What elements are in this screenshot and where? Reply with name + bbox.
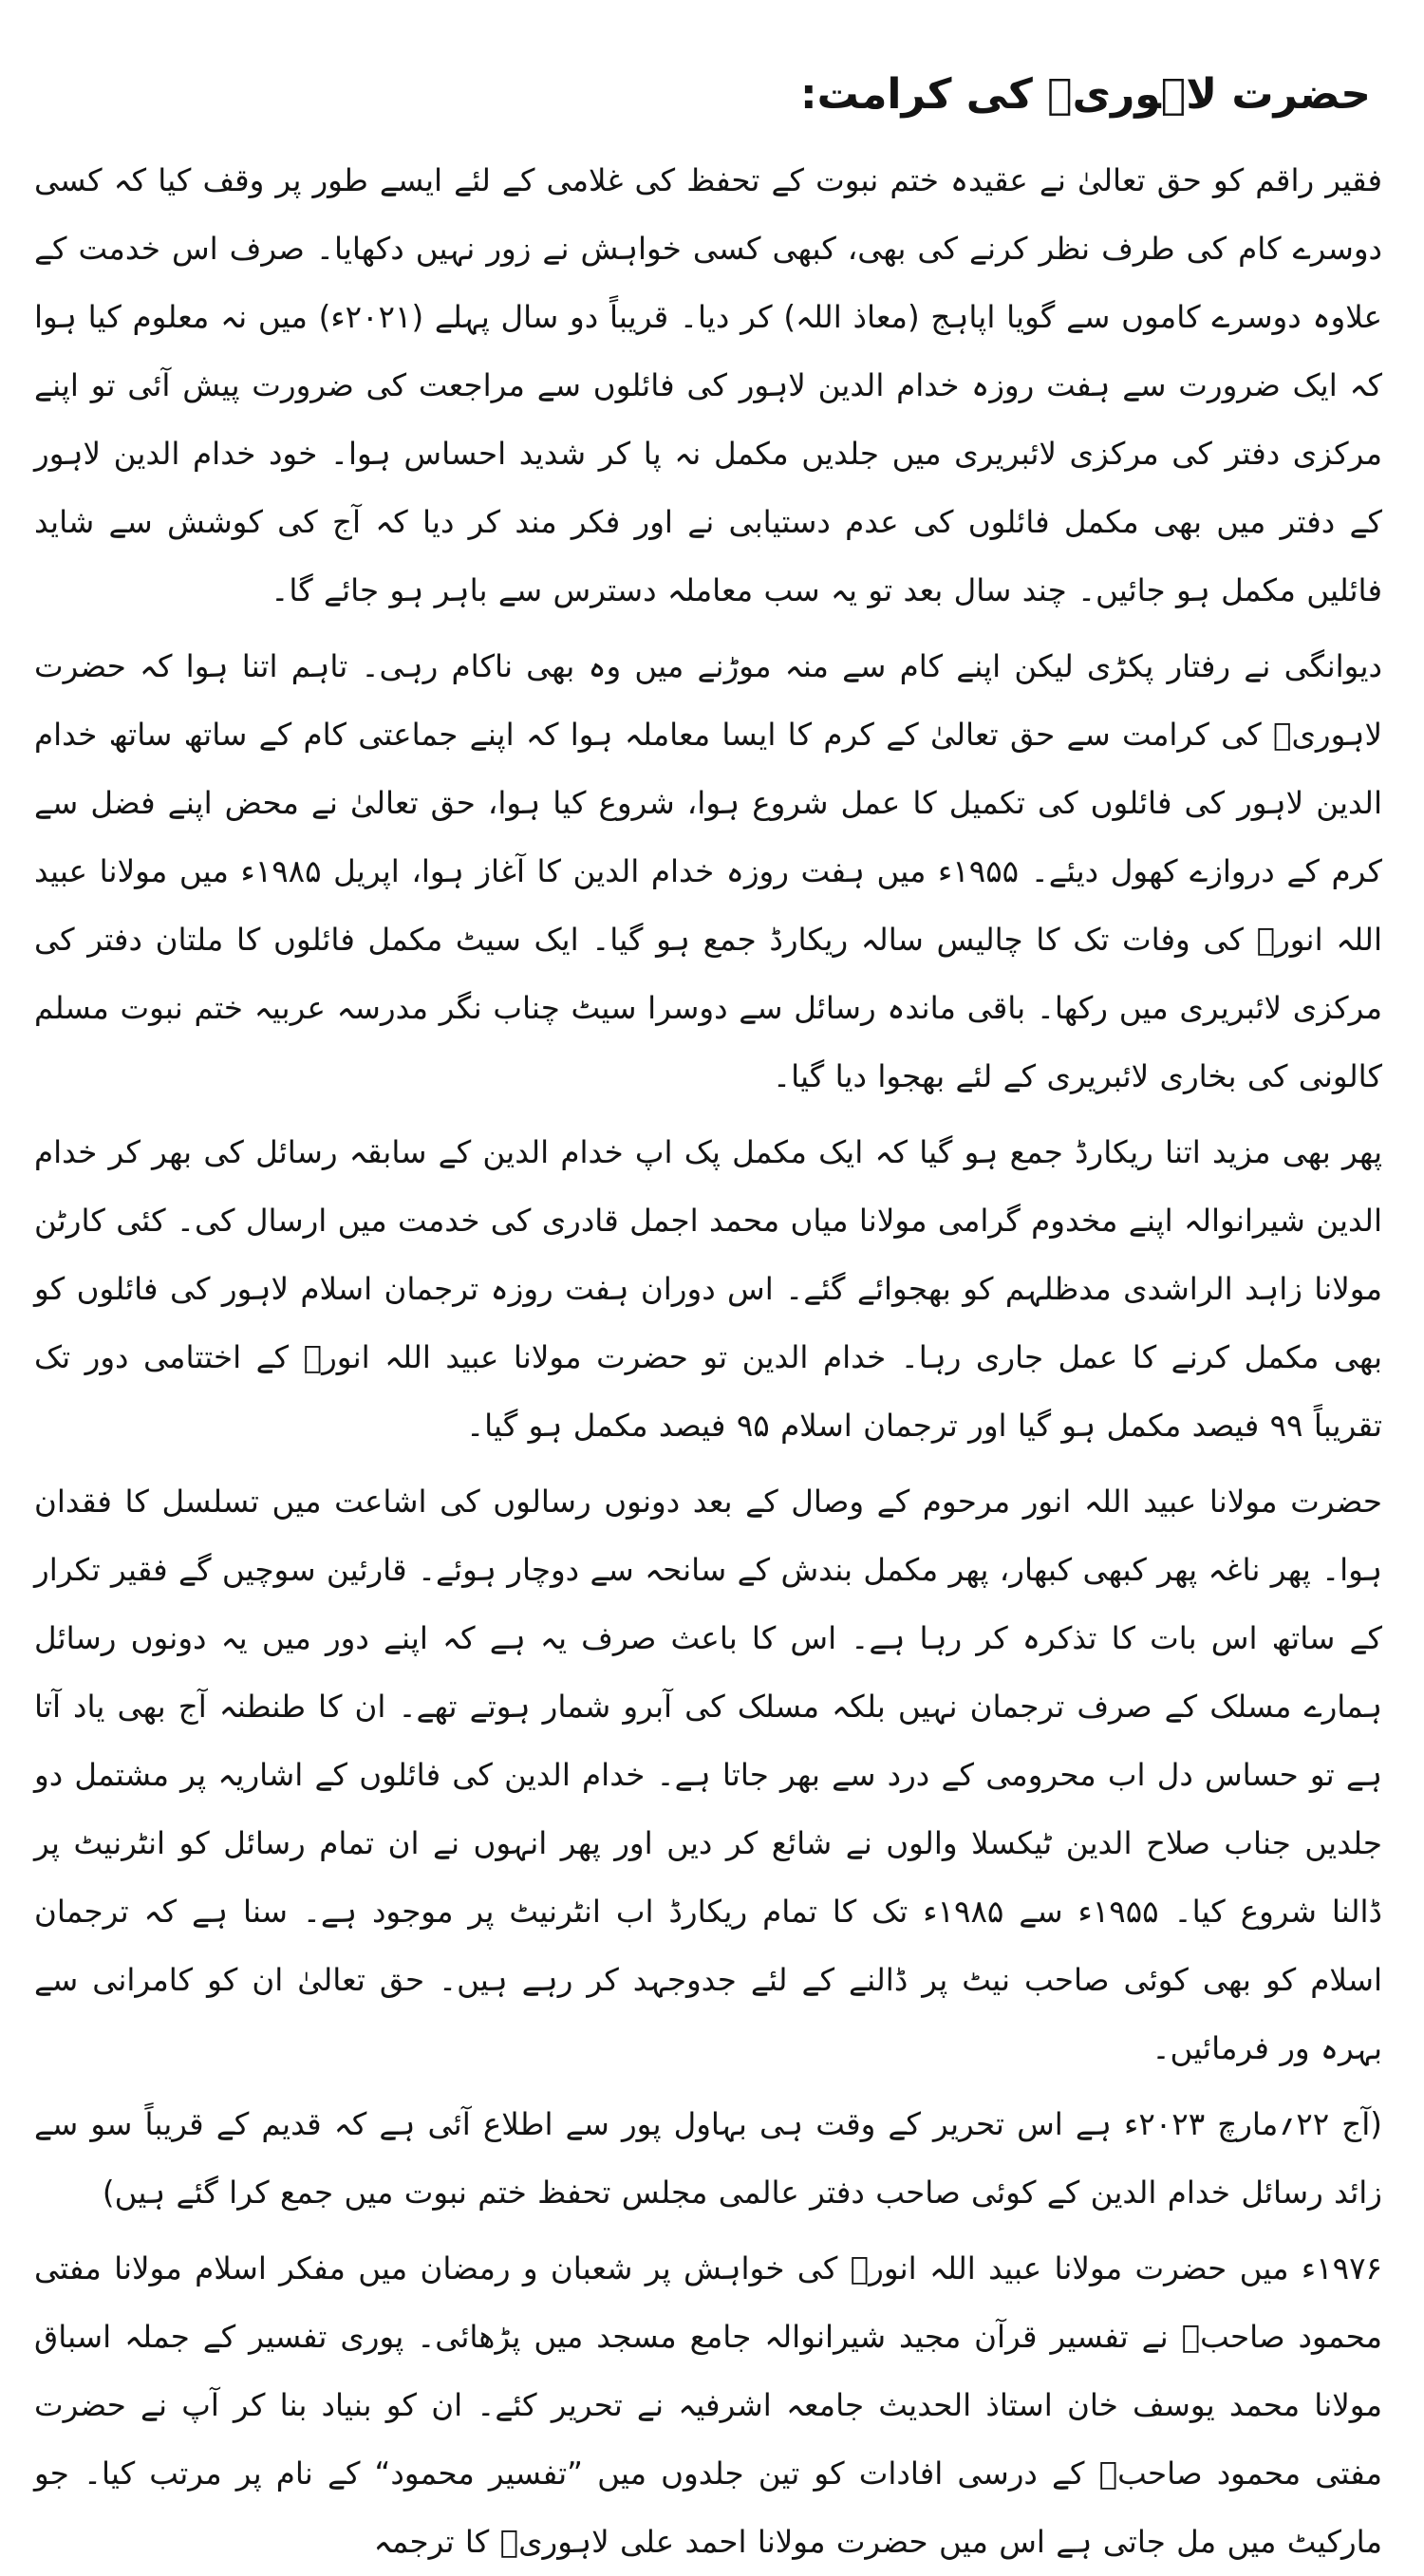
paragraph-1: فقیر راقم کو حق تعالیٰ نے عقیدہ ختم نبوت کے تحفظ کی غلامی کے لئے ایسے طور پر وقف کیا کہ کسی دوسرے کام کی طرف نظر کرنے کی بھی، کبھی کسی خواہش نے زور نہیں دکھایا۔ صرف اس خدمت کے علاوہ دوسرے کاموں سے گویا اپاہج (معاذ اللہ) کر دیا۔ قریباً دو سال پہلے (۲۰۲۱ء) میں نہ معلوم کیا ہوا کہ ایک ضرورت سے ہفت روزہ خدام الدین لاہور کی فائلوں سے مراجعت کی ضرورت پیش آئی تو اپنے مرکزی دفتر کی مرکزی لائبریری میں جلدیں مکمل نہ پا کر شدید احساس ہوا۔ خود خدام الدین لاہور کے دفتر میں بھی مکمل فائلوں کی عدم دستیابی نے اور فکر مند کر دیا کہ آج کی کوشش سے شاید فائلیں مکمل ہو جائیں۔ چند سال بعد تو یہ سب معاملہ دسترس سے باہر ہو جائے گا۔ bbox=[34, 162, 1382, 608]
paragraph-6: ۱۹۷۶ء میں حضرت مولانا عبید اللہ انورؒ کی خواہش پر شعبان و رمضان میں مفکر اسلام مولانا مفتی محمود صاحبؒ نے تفسیر قرآن مجید شیرانوالہ جامع مسجد میں پڑھائی۔ پوری تفسیر کے جملہ اسباق مولانا محمد یوسف خان استاذ الحدیث جامعہ اشرفیہ نے تحریر کئے۔ ان کو بنیاد بنا کر آپ نے حضرت مفتی محمود صاحبؒ کے درسی افادات کو تین جلدوں میں ”تفسیر محمود“ کے نام پر مرتب کیا۔ جو مارکیٹ میں مل جاتی ہے اس میں حضرت مولانا احمد علی لاہوریؒ کا ترجمہ bbox=[34, 2250, 1382, 2560]
paragraph-3: پھر بھی مزید اتنا ریکارڈ جمع ہو گیا کہ ایک مکمل پک اپ خدام الدین کے سابقہ رسائل کی بھر کر خدام الدین شیرانوالہ اپنے مخدوم گرامی مولانا میاں محمد اجمل قادری کی خدمت میں ارسال کی۔ کئی کارٹن مولانا زاہد الراشدی مدظلہم کو بھجوائے گئے۔ اس دوران ہفت روزہ ترجمان اسلام لاہور کی فائلوں کو بھی مکمل کرنے کا عمل جاری رہا۔ خدام الدین تو حضرت مولانا عبید اللہ انورؒ کے اختتامی دور تک تقریباً ۹۹ فیصد مکمل ہو گیا اور ترجمان اسلام ۹۵ فیصد مکمل ہو گیا۔ bbox=[34, 1134, 1382, 1444]
section-heading: حضرت لاہوریؒ کی کرامت: bbox=[800, 70, 1371, 119]
paragraph-2: دیوانگی نے رفتار پکڑی لیکن اپنے کام سے منہ موڑنے میں وہ بھی ناکام رہی۔ تاہم اتنا ہوا کہ حضرت لاہوریؒ کی کرامت سے حق تعالیٰ کے کرم کا ایسا معاملہ ہوا کہ اپنے جماعتی کام کے ساتھ ساتھ خدام الدین لاہور کی فائلوں کی تکمیل کا عمل شروع ہوا، شروع کیا ہوا، حق تعالیٰ نے محض اپنے فضل سے کرم کے دروازے کھول دیئے۔ ۱۹۵۵ء میں ہفت روزہ خدام الدین کا آغاز ہوا، اپریل ۱۹۸۵ء میں مولانا عبید اللہ انورؒ کی وفات تک کا چالیس سالہ ریکارڈ جمع ہو گیا۔ ایک سیٹ مکمل فائلوں کا ملتان دفتر کی مرکزی لائبریری میں رکھا۔ باقی ماندہ رسائل سے دوسرا سیٹ چناب نگر مدرسہ عربیہ ختم نبوت مسلم کالونی کی بخاری لائبریری کے لئے بھجوا دیا گیا۔ bbox=[34, 648, 1382, 1094]
paragraph-5-parenthetical-note: (آج ۲۲؍مارچ ۲۰۲۳ء ہے اس تحریر کے وقت ہی بہاول پور سے اطلاع آئی ہے کہ قدیم کے قریباً سو سے زائد رسائل خدام الدین کے کوئی صاحب دفتر عالمی مجلس تحفظ ختم نبوت میں جمع کرا گئے ہیں) bbox=[34, 2106, 1382, 2211]
paragraph-4: حضرت مولانا عبید اللہ انور مرحوم کے وصال کے بعد دونوں رسالوں کی اشاعت میں تسلسل کا فقدان ہوا۔ پھر ناغہ پھر کبھی کبھار، پھر مکمل بندش کے سانحہ سے دوچار ہوئے۔ قارئین سوچیں گے فقیر تکرار کے ساتھ اس بات کا تذکرہ کر رہا ہے۔ اس کا باعث صرف یہ ہے کہ اپنے دور میں یہ دونوں رسائل ہمارے مسلک کے صرف ترجمان نہیں بلکہ مسلک کی آبرو شمار ہوتے تھے۔ ان کا طنطنہ آج بھی یاد آتا ہے تو حساس دل اب محرومی کے درد سے بھر جاتا ہے۔ خدام الدین کی فائلوں کے اشاریہ پر مشتمل دو جلدیں جناب صلاح الدین ٹیکسلا والوں نے شائع کر دیں اور پھر انہوں نے ان تمام رسائل کو انٹرنیٹ پر ڈالنا شروع کیا۔ ۱۹۵۵ء سے ۱۹۸۵ء تک کا تمام ریکارڈ اب انٹرنیٹ پر موجود ہے۔ سنا ہے کہ ترجمان اسلام کو بھی کوئی صاحب نیٹ پر ڈالنے کے لئے جدوجہد کر رہے ہیں۔ حق تعالیٰ ان کو کامرانی سے بہرہ ور فرمائیں۔ bbox=[34, 1484, 1382, 2066]
